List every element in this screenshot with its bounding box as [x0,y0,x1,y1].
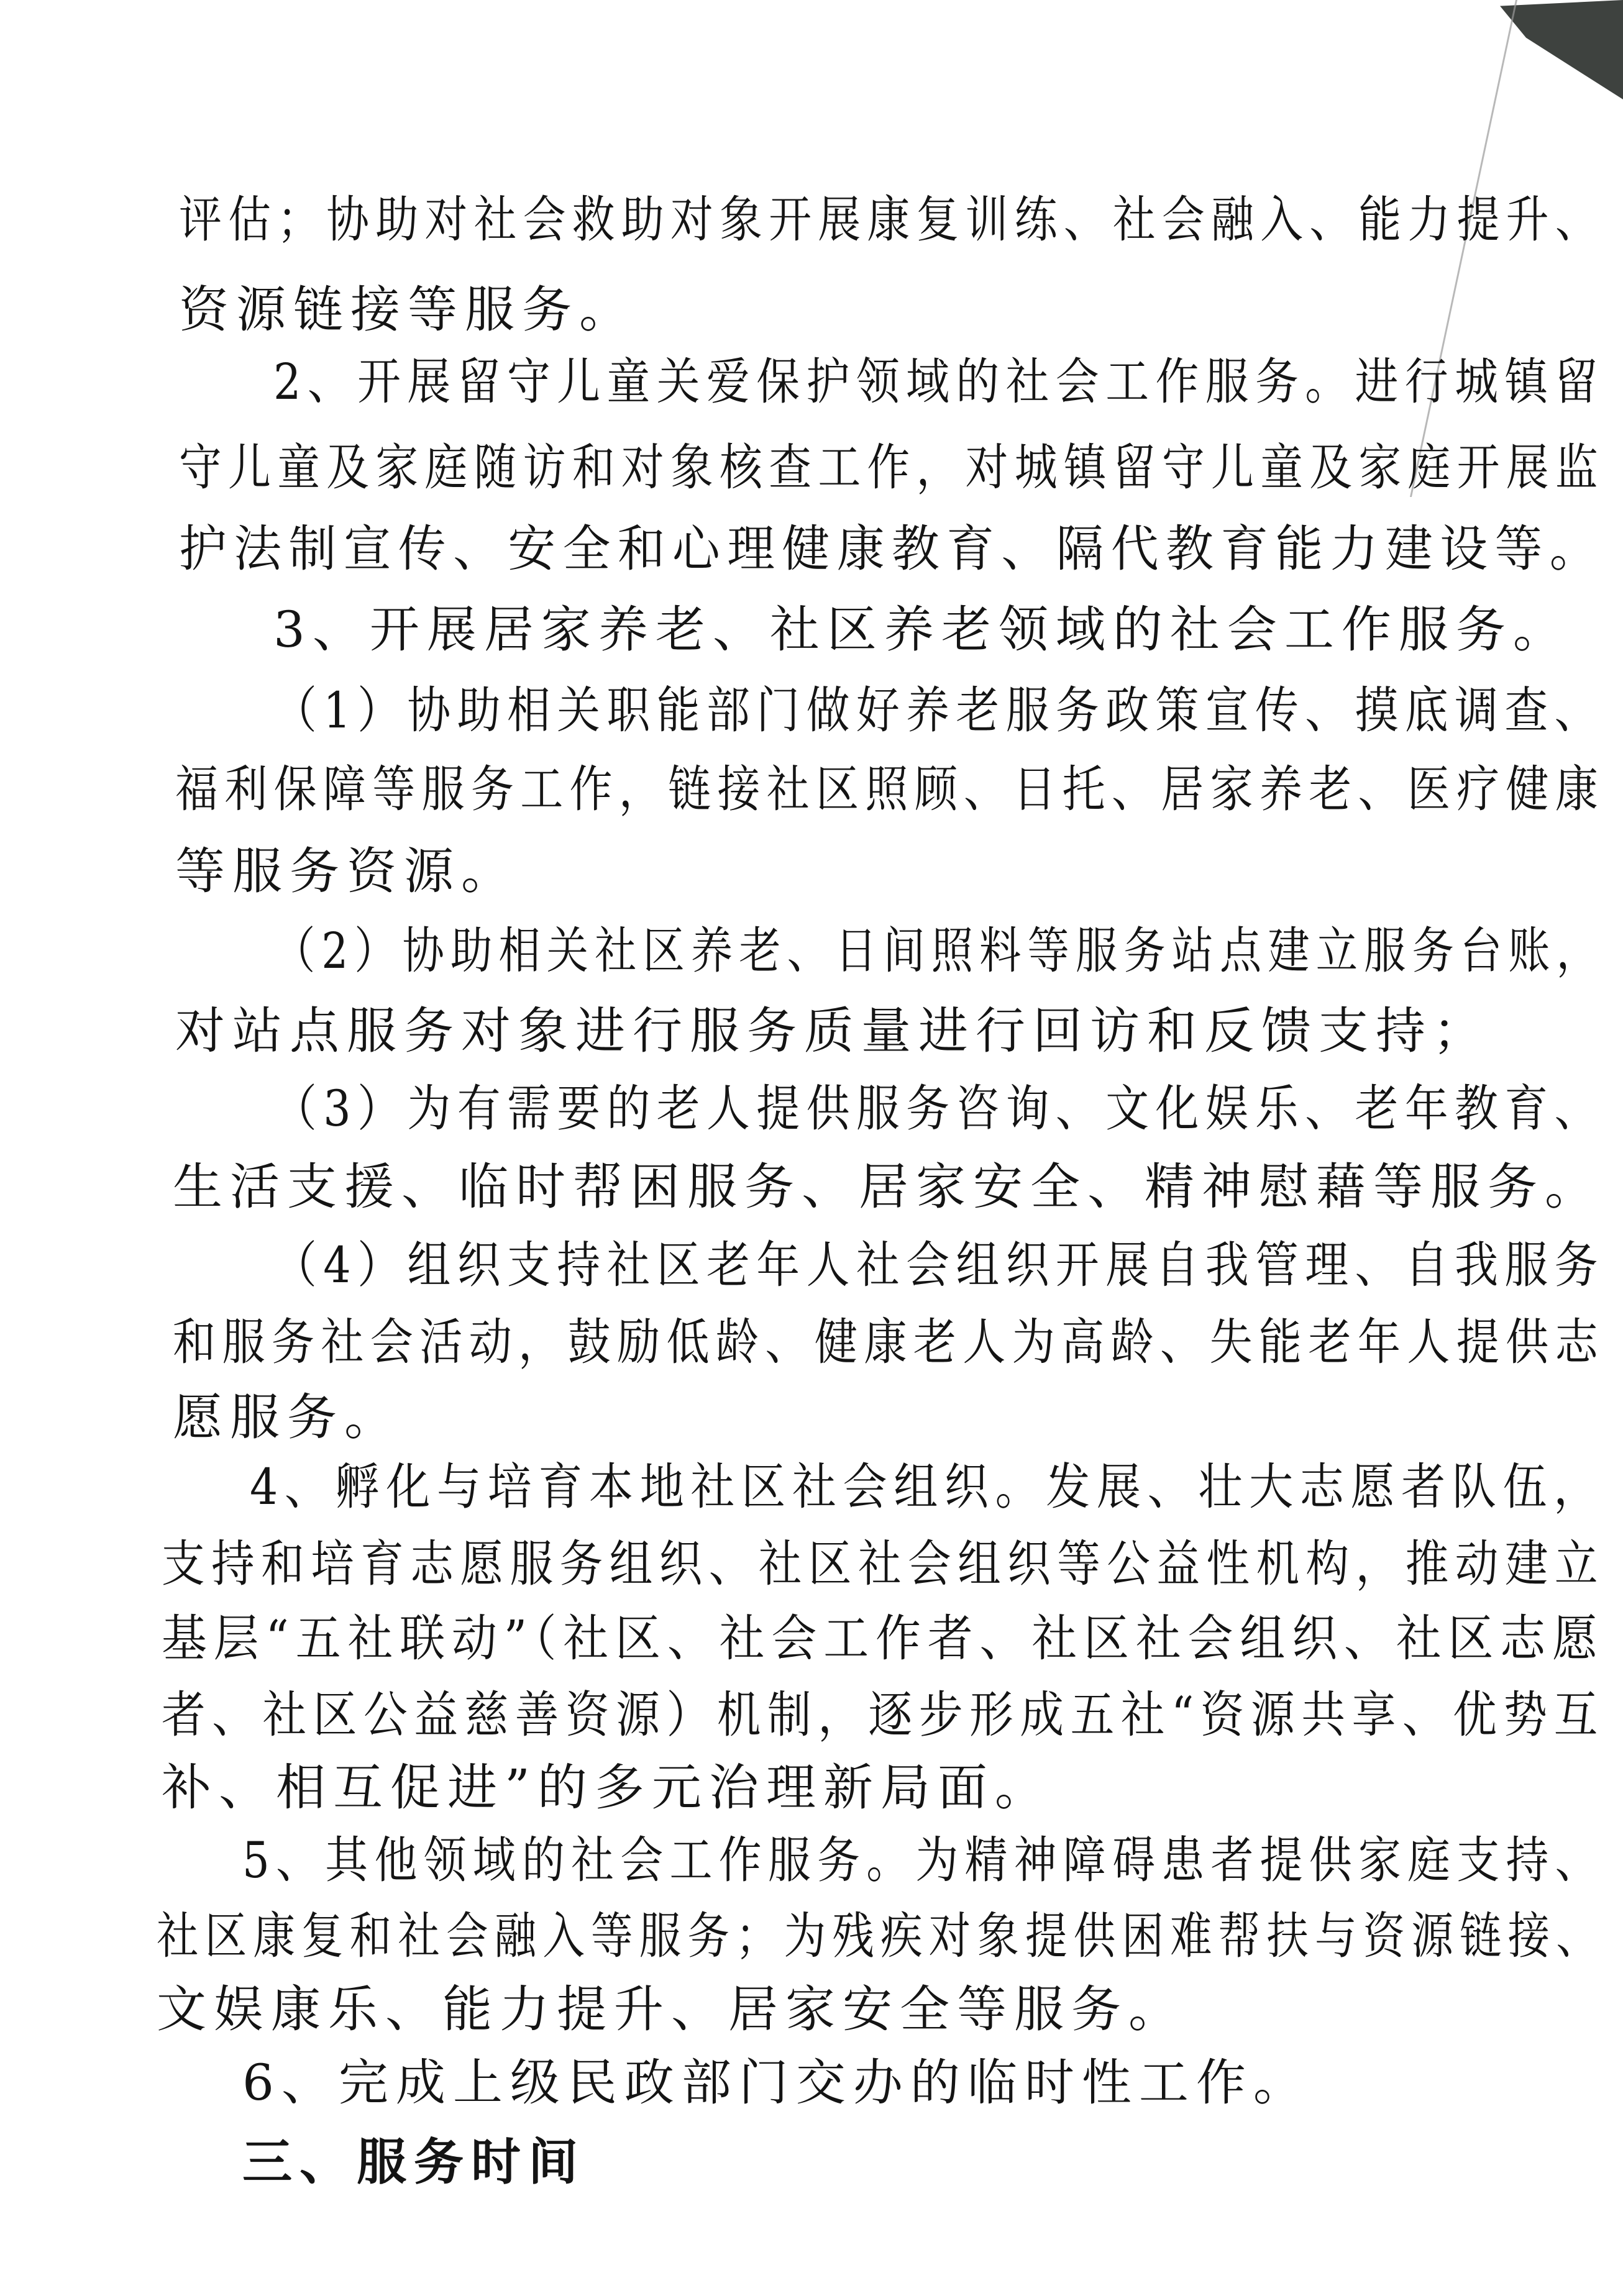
section-heading: 三、服务时间 [242,2133,585,2191]
paragraph-line: 文娱康乐、能力提升、居家安全等服务。 [157,1980,1186,2038]
paragraph-line: 生活支援、临时帮困服务、居家安全、精神慰藉等服务。 [173,1158,1602,1216]
paragraph-line: 守儿童及家庭随访和对象核查工作，对城镇留守儿童及家庭开展监 [179,439,1604,496]
paragraph-line: （4）组织支持社区老年人社会组织开展自我管理、自我服务 [273,1236,1604,1294]
paragraph-line: 资源链接等服务。 [179,281,636,339]
paragraph-line: 社区康复和社会融入等服务；为残疾对象提供困难帮扶与资源链接、 [157,1907,1604,1965]
paragraph-line: （2）协助相关社区养老、日间照料等服务站点建立服务台账， [273,922,1604,980]
paragraph-line: 3、开展居家养老、社区养老领域的社会工作服务。 [273,601,1570,658]
paragraph-line: 5、其他领域的社会工作服务。为精神障碍患者提供家庭支持、 [242,1831,1604,1889]
paragraph-line: 2、开展留守儿童关爱保护领域的社会工作服务。进行城镇留 [273,353,1604,411]
paragraph-line: 护法制宣传、安全和心理健康教育、隔代教育能力建设等。 [179,520,1604,578]
paragraph-line: 对站点服务对象进行服务质量进行回访和反馈支持； [175,1002,1490,1060]
scan-edge-line [1410,0,1623,497]
paragraph-line: （1）协助相关职能部门做好养老服务政策宣传、摸底调查、 [273,681,1604,739]
paragraph-line: 愿服务。 [173,1388,401,1446]
paragraph-line: 者、社区公益慈善资源）机制，逐步形成五社“资源共享、优势互 [162,1686,1604,1744]
paragraph-line: 补、相互促进”的多元治理新局面。 [162,1759,1052,1816]
paragraph-line: 支持和培育志愿服务组织、社区社会组织等公益性机构，推动建立 [162,1535,1604,1593]
paragraph-line: 和服务社会活动，鼓励低龄、健康老人为高龄、失能老年人提供志 [173,1313,1605,1371]
paragraph-line: 评估；协助对社会救助对象开展康复训练、社会融入、能力提升、 [179,191,1604,248]
paragraph-line: 4、孵化与培育本地社区社会组织。发展、壮大志愿者队伍， [250,1458,1604,1516]
paragraph-line: 福利保障等服务工作，链接社区照顾、日托、居家养老、医疗健康 [175,760,1605,818]
paragraph-line: 基层“五社联动”（社区、社会工作者、社区社会组织、社区志愿 [162,1610,1604,1667]
paragraph-line: 6、完成上级民政部门交办的临时性工作。 [242,2054,1310,2112]
paragraph-line: （3）为有需要的老人提供服务咨询、文化娱乐、老年教育、 [273,1080,1604,1137]
paragraph-line: 等服务资源。 [175,842,518,900]
